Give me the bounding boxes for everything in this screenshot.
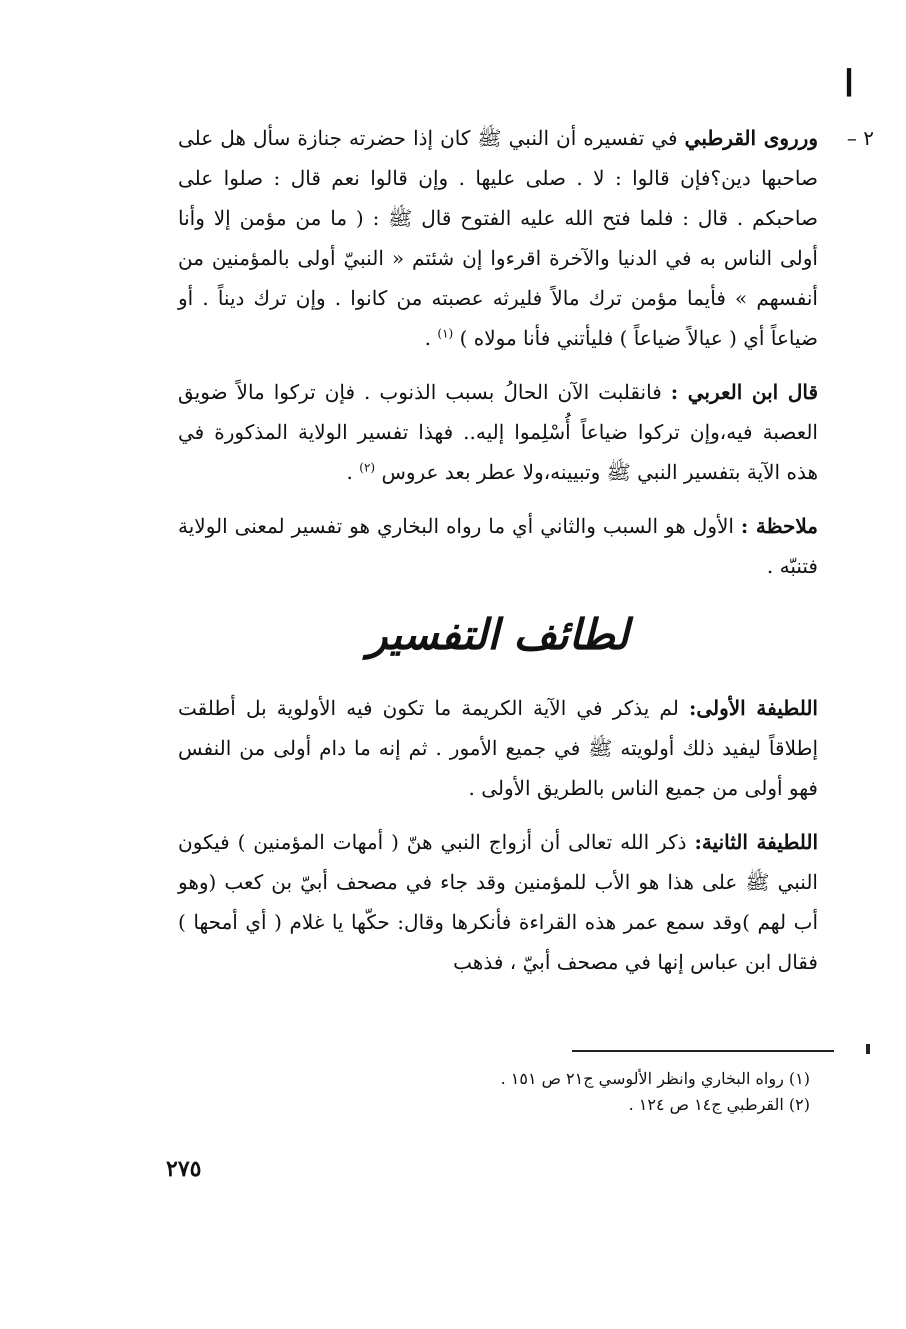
- latifa-text: ذكر الله تعالى أن أزواج النبي هنّ ( أمهات المؤمنين ) فيكون النبي ﷺ على هذا هو الأب للمؤمنين وقد جاء في مصحف أبيّ بن كعب (وهو أب لهم )وقد سمع عمر هذه القراءة فأنكرها وقال: حكّها يا غلام ( أي أمحها ) فقال ابن عباس إنها في مصحف أبيّ ، فذهب: [178, 830, 818, 974]
- latifa-first: [178, 688, 818, 808]
- latifa-lead: اللطيفة الثانية:: [694, 830, 819, 854]
- paragraph-ibn-arabi: [178, 372, 818, 492]
- latifa-text: لم يذكر في الآية الكريمة ما تكون فيه الأولوية بل أطلقت إطلاقاً ليفيد ذلك أولويته ﷺ في جميع الأمور . ثم إنه ما دام أولى من النفس فهو أولى من جميع الناس بالطريق الأولى .: [178, 696, 818, 800]
- footnote-ref[interactable]: (٢): [359, 460, 376, 475]
- paragraph-text: في تفسيره أن النبي ﷺ كان إذا حضرته جنازة سأل هل على صاحبها دين؟فإن قالوا : لا . صلى عليها . وإن قالوا نعم قال : صلوا على صاحبكم . قال : فلما فتح الله عليه الفتوح قال ﷺ : ( ما من مؤمن إلا وأنا أولى الناس به في الدنيا والآخرة اقرءوا إن شئتم « النبيّ أولى بالمؤمنين من أنفسهم » فأيما مؤمن ترك مالاً فليرثه عصبته من كانوا . وإن ترك ديناً . أو ضياعاً أي ( عيالاً ضياعاً ) فليأتني فأنا مولاه ): [178, 126, 818, 350]
- item-number: ٢ –: [846, 126, 874, 150]
- paragraph-tail: .: [346, 460, 360, 484]
- footnote-1: (١) رواه البخاري وانظر الألوسي ج٢١ ص ١٥١ .: [500, 1069, 810, 1088]
- paragraph-note: [178, 506, 818, 586]
- footnote-2: (٢) القرطبي ج١٤ ص ١٢٤ .: [628, 1095, 810, 1114]
- latifa-lead: اللطيفة الأولى:: [688, 696, 818, 720]
- latifa-second: [178, 822, 818, 982]
- footnotes: [290, 1066, 810, 1118]
- paragraph-tail: .: [424, 326, 438, 350]
- paragraph-lead: قال ابن العربي :: [670, 380, 818, 404]
- paragraph-qurtubi: [178, 118, 818, 358]
- footnote-divider: [572, 1050, 834, 1052]
- item-two: [178, 118, 874, 358]
- paragraph-text: فانقلبت الآن الحالُ بسبب الذنوب . فإن تركوا مالاً ضويق العصبة فيه،وإن تركوا ضياعاً أُسْلِموا إليه.. فهذا تفسير الولاية المذكورة في هذه الآية بتفسير النبي ﷺ وتبيينه،ولا عطر بعد عروس: [178, 380, 818, 484]
- footnote-ref[interactable]: (١): [437, 326, 454, 341]
- paragraph-text: الأول هو السبب والثاني أي ما رواه البخاري هو تفسير لمعنى الولاية فتنبّه .: [178, 514, 818, 578]
- main-text: [178, 118, 874, 996]
- paragraph-lead: ملاحظة :: [740, 514, 819, 538]
- paragraph-lead: ورروى القرطبي: [684, 126, 818, 150]
- section-heading: لطائف التفسير: [367, 610, 629, 659]
- corner-mark: ا: [843, 63, 854, 105]
- divider-mark: [866, 1044, 870, 1054]
- page-number: ٢٧٥: [166, 1156, 202, 1182]
